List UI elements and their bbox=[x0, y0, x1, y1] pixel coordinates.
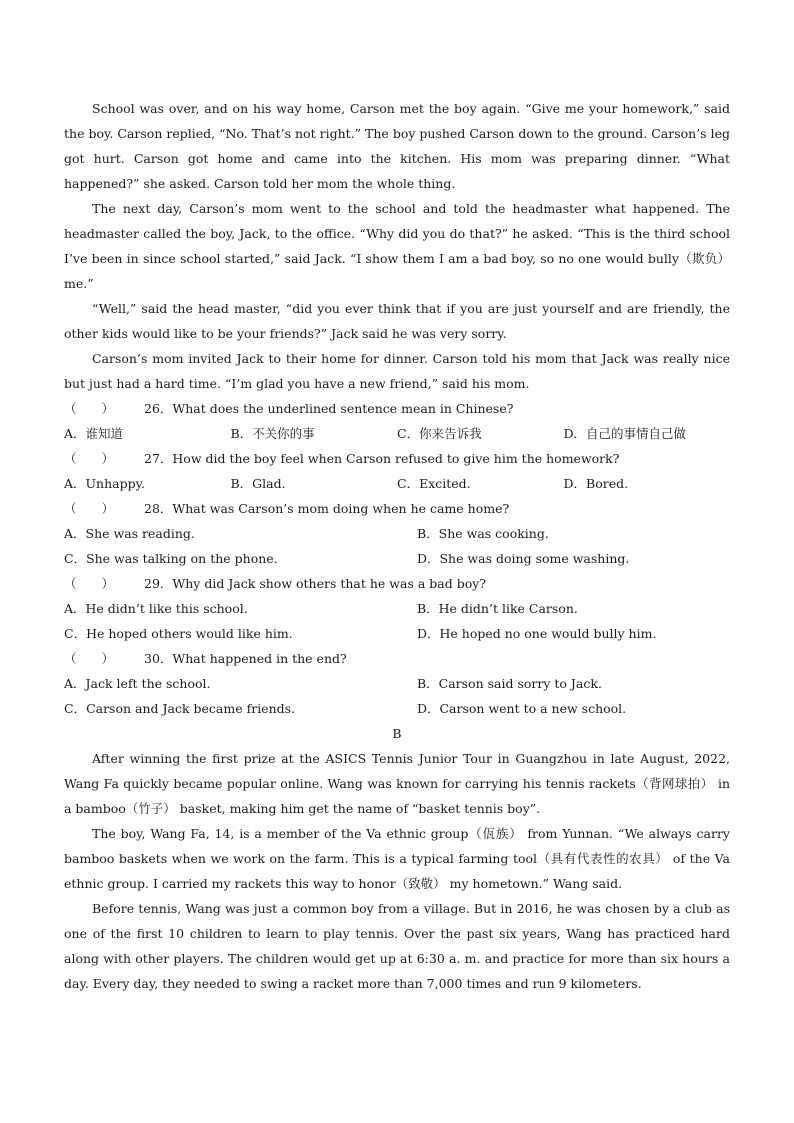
options-30-row-1 bbox=[64, 671, 730, 696]
passage-b-paragraph-3: Before tennis, Wang was just a common boy from a village. But in 2016, he was chosen by a club as one of the first 10 children to learn to play tennis. Over the past six years, Wang has practiced hard along with other players. The children would get up at 6:30 a. m. and practice for more than six hours a day. Every day, they needed to swing a racket more than 7,000 times and run 9 kilometers. bbox=[64, 901, 730, 991]
option-29-c[interactable]: C．He hoped others would like him. bbox=[64, 626, 293, 641]
passage-a-paragraph-4: Carson’s mom invited Jack to their home for dinner. Carson told his mom that Jack was really nice but just had a hard time. “I’m glad you have a new friend,” said his mom. bbox=[64, 351, 730, 391]
option-29-a[interactable]: A．He didn’t like this school. bbox=[64, 601, 248, 616]
question-26 bbox=[64, 396, 730, 421]
option-30-a[interactable]: A．Jack left the school. bbox=[64, 676, 211, 691]
question-stem-29: 29．Why did Jack show others that he was a bad boy? bbox=[144, 576, 486, 591]
question-stem-27: 27．How did the boy feel when Carson refused to give him the homework? bbox=[144, 451, 620, 466]
section-b-heading: B bbox=[392, 726, 402, 741]
question-30 bbox=[64, 646, 730, 671]
answer-blank-28[interactable]: （ ） bbox=[64, 501, 115, 516]
option-26-d[interactable]: D．自己的事情自己做 bbox=[563, 426, 687, 441]
option-26-b[interactable]: B．不关你的事 bbox=[230, 426, 315, 441]
option-30-d[interactable]: D．Carson went to a new school. bbox=[416, 701, 627, 716]
answer-blank-29[interactable]: （ ） bbox=[64, 576, 115, 591]
passage-b-paragraph-1: After winning the first prize at the ASICS Tennis Junior Tour in Guangzhou in late August, 2022, Wang Fa quickly became popular online. Wang was known for carrying his tennis rackets（背网球拍） in a bamboo（竹子） basket, making him get the name of “basket tennis boy”. bbox=[64, 751, 730, 816]
option-27-a[interactable]: A．Unhappy. bbox=[64, 476, 145, 491]
option-28-b[interactable]: B．She was cooking. bbox=[416, 526, 549, 541]
option-28-c[interactable]: C．She was talking on the phone. bbox=[64, 551, 278, 566]
options-29-row-1 bbox=[64, 596, 730, 621]
option-28-d[interactable]: D．She was doing some washing. bbox=[416, 551, 630, 566]
passage-a-paragraph-2: The next day, Carson’s mom went to the school and told the headmaster what happened. The headmaster called the boy, Jack, to the office. “Why did you do that?” he asked. “This is the third school I’ve been in since school started,” said Jack. “I show them I am a bad boy, so no one would bully（欺负） me.” bbox=[64, 201, 730, 291]
option-26-a[interactable]: A．谁知道 bbox=[64, 426, 124, 441]
question-stem-30: 30．What happened in the end? bbox=[144, 651, 347, 666]
option-28-a[interactable]: A．She was reading. bbox=[64, 526, 195, 541]
option-27-b[interactable]: B．Glad. bbox=[230, 476, 286, 491]
option-30-c[interactable]: C．Carson and Jack became friends. bbox=[64, 701, 296, 716]
option-30-b[interactable]: B．Carson said sorry to Jack. bbox=[416, 676, 602, 691]
option-29-d[interactable]: D．He hoped no one would bully him. bbox=[416, 626, 657, 641]
passage-b-paragraph-2: The boy, Wang Fa, 14, is a member of the Va ethnic group（佤族） from Yunnan. “We always carry bamboo baskets when we work on the farm. This is a typical farming tool（具有代表性的农具） of the Va ethnic group. I carried my rackets this way to honor（致敬） my hometown.” Wang said. bbox=[64, 826, 730, 891]
passage-a-paragraph-1: School was over, and on his way home, Carson met the boy again. “Give me your homework,” said the boy. Carson replied, “No. That’s not right.” The boy pushed Carson down to the ground. Carson’s leg got hurt. Carson got home and came into the kitchen. His mom was preparing dinner. “What happened?” she asked. Carson told her mom the whole thing. bbox=[64, 101, 730, 191]
answer-blank-27[interactable]: （ ） bbox=[64, 451, 115, 466]
question-stem-26: 26．What does the underlined sentence mean in Chinese? bbox=[144, 401, 514, 416]
options-29-row-2 bbox=[64, 621, 730, 646]
answer-blank-30[interactable]: （ ） bbox=[64, 651, 115, 666]
options-26 bbox=[64, 421, 730, 446]
option-29-b[interactable]: B．He didn’t like Carson. bbox=[416, 601, 578, 616]
question-stem-28: 28．What was Carson’s mom doing when he came home? bbox=[144, 501, 510, 516]
question-29 bbox=[64, 571, 730, 596]
option-27-d[interactable]: D．Bored. bbox=[563, 476, 629, 491]
option-27-c[interactable]: C．Excited. bbox=[397, 476, 471, 491]
question-27 bbox=[64, 446, 730, 471]
question-28 bbox=[64, 496, 730, 521]
passage-a-paragraph-3: “Well,” said the head master, “did you ever think that if you are just yourself and are friendly, the other kids would like to be your friends?” Jack said he was very sorry. bbox=[64, 301, 730, 341]
options-27 bbox=[64, 471, 730, 496]
options-28-row-2 bbox=[64, 546, 730, 571]
options-28-row-1 bbox=[64, 521, 730, 546]
option-26-c[interactable]: C．你来告诉我 bbox=[397, 426, 482, 441]
answer-blank-26[interactable]: （ ） bbox=[64, 401, 115, 416]
exam-page bbox=[64, 96, 730, 996]
options-30-row-2 bbox=[64, 696, 730, 721]
